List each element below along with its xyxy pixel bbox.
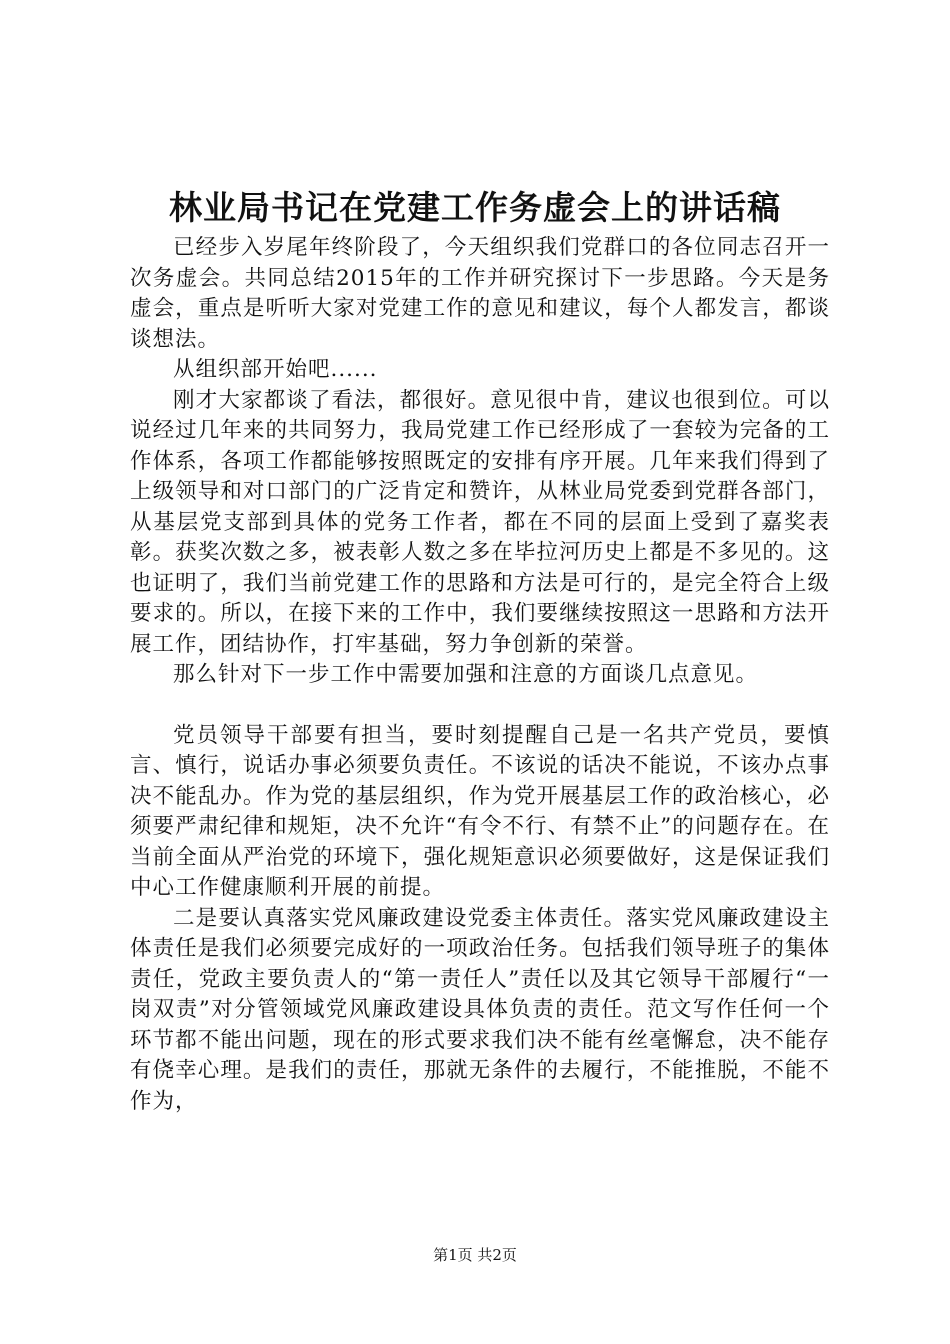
paragraph-point-one: 党员领导干部要有担当，要时刻提醒自己是一名共产党员，要慎言、慎行，说话办事必须要负责任。不该说的话决不能说，不该办点事决不能乱办。作为党的基层组织，作为党开展基层工作的政治核心，必须要严肃纪律和规矩，决不允许“有令不行、有禁不止”的问题存在。在当前全面从严治党的环境下，强化规矩意识必须要做好，这是保证我们中心工作健康顺利开展的前提。 bbox=[130, 722, 830, 900]
paragraph-point-two: 二是要认真落实党风廉政建设党委主体责任。落实党风廉政建设主体责任是我们必须要完成好的一项政治任务。包括我们领导班子的集体责任，党政主要负责人的“第一责任人”责任以及其它领导干部履行“一岗双责”对分管领域党风廉政建设具体负责的责任。范文写作任何一个环节都不能出问题，现在的形式要求我们决不能有丝毫懈怠，决不能存有侥幸心理。是我们的责任，那就无条件的去履行，不能推脱，不能不作为， bbox=[130, 905, 830, 1114]
paragraph-transition: 那么针对下一步工作中需要加强和注意的方面谈几点意见。 bbox=[173, 662, 759, 687]
paragraph-summary: 刚才大家都谈了看法，都很好。意见很中肯，建议也很到位。可以说经过几年来的共同努力，我局党建工作已经形成了一套较为完备的工作体系，各项工作都能够按照既定的安排有序开展。几年来我们得到了上级领导和对口部门的广泛肯定和赞许，从林业局党委到党群各部门，从基层党支部到具体的党务工作者，都在不同的层面上受到了嘉奖表彰。获奖次数之多，被表彰人数之多在毕拉河历史上都是不多见的。这也证明了，我们当前党建工作的思路和方法是可行的，是完全符合上级要求的。所以，在接下来的工作中，我们要继续按照这一思路和方法开展工作，团结协作，打牢基础，努力争创新的荣誉。 bbox=[130, 387, 830, 657]
document-body bbox=[130, 233, 830, 1117]
document-title: 林业局书记在党建工作务虚会上的讲话稿 bbox=[169, 188, 781, 227]
paragraph-opening: 已经步入岁尾年终阶段了，今天组织我们党群口的各位同志召开一次务虚会。共同总结2015年的工作并研究探讨下一步思路。今天是务虚会，重点是听听大家对党建工作的意见和建议，每个人都发言，都谈谈想法。 bbox=[130, 235, 830, 352]
page-number-footer: 第1页 共2页 bbox=[433, 1246, 517, 1264]
paragraph-organization-start: 从组织部开始吧...... bbox=[173, 357, 378, 382]
